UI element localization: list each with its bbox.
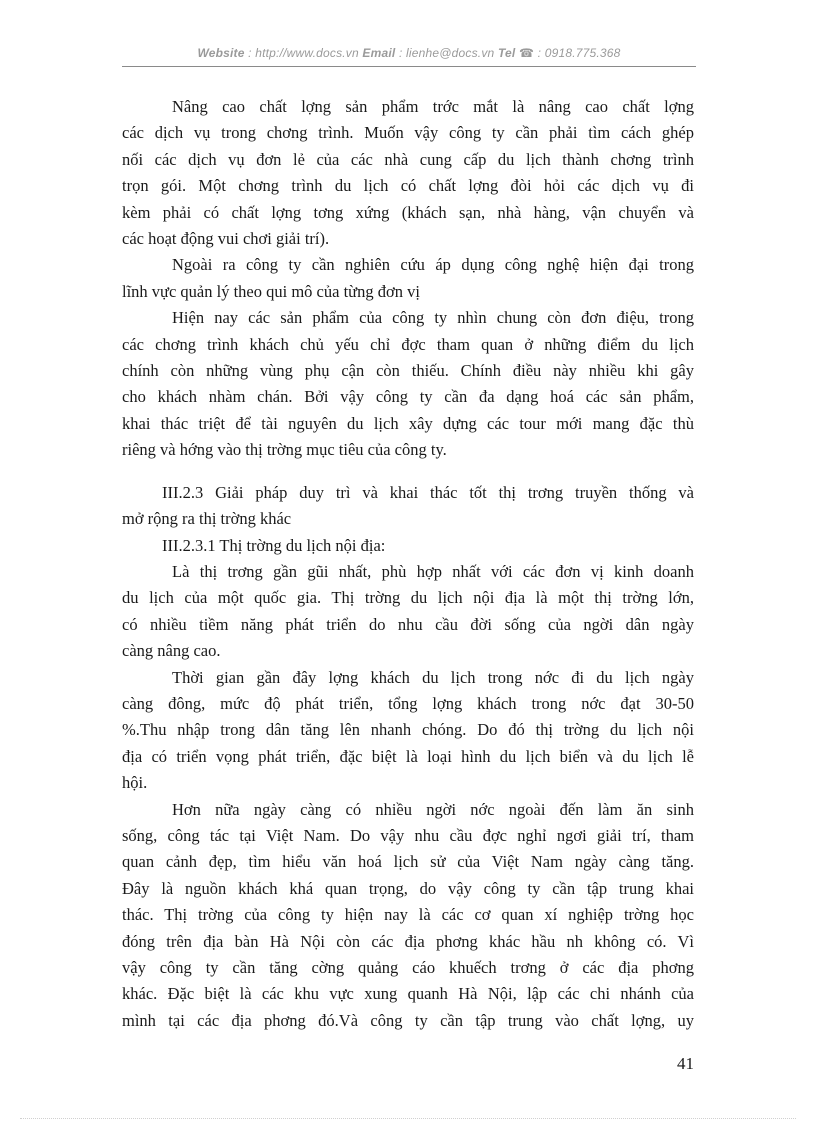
body-line: địa có triển vọng phát triển, đặc biệt là loại hình du lịch biển và du lịch lễ [122,746,694,766]
tel-label: Tel [497,46,516,60]
body-line: khác. Đặc biệt là các khu vực xung quanh Hà Nội, lập các chi nhánh của [122,984,694,1004]
body-line: các dịch vụ trong chơng trình. Muốn vậy công ty cần phải tìm cách ghép [122,123,694,143]
body-line: Nâng cao chất lợng sản phẩm trớc mắt là nâng cao chất lợng [172,97,694,116]
body-line: Hơn nữa ngày càng có nhiều ngời nớc ngoài đến làm ăn sinh [172,799,694,819]
body-line: Đây là nguồn khách khá quan trọng, do vậy công ty cần tập trung khai [122,878,694,898]
page-number: 41 [677,1054,694,1073]
tel-value: ☎ : 0918.775.368 [515,46,621,60]
section-heading: mở rộng ra thị trờng khác [122,509,292,529]
section-heading: III.2.3 Giải pháp duy trì và khai thác tốt thị trơng truyền thống và [162,482,694,502]
body-line: vậy công ty cần tăng cờng quảng cáo khuếch trơng ở các địa phơng [122,958,694,977]
body-line: càng nâng cao. [122,641,221,661]
website-label: Website [197,46,245,60]
body-line: cho khách nhàm chán. Bởi vậy công ty cần đa dạng hoá các sản phẩm, [122,387,694,407]
body-line: khai thác triệt để tài nguyên du lịch xây dựng các tour mới mang đặc thù [122,413,694,433]
body-line: Là thị trơng gần gũi nhất, phù hợp nhất với các đơn vị kinh doanh [172,561,694,581]
body-line: hội. [122,773,148,793]
body-line: Hiện nay các sản phẩm của công ty nhìn chung còn đơn điệu, trong [172,308,694,328]
body-line: chính còn những vùng phụ cận còn thiếu. Chính điều này nhiều khi gây [122,361,694,381]
body-line: thác. Thị trờng của công ty hiện nay là các cơ quan xí nghiệp trờng học [122,905,694,925]
body-line: mình tại các địa phơng đó.Và công ty cần tập trung vào chất lợng, uy [122,1010,694,1030]
body-line: %.Thu nhập trong dân tăng lên nhanh chóng. Do đó thị trờng du lịch nội [122,720,694,740]
body-line: các chơng trình khách chủ yếu chỉ đợc tham quan ở những điểm du lịch [122,334,694,354]
header-divider [122,66,696,67]
document-body [122,94,694,1034]
page-header [122,46,696,60]
page-bottom-border [20,1118,796,1119]
email-label: Email [362,46,396,60]
subsection-heading: III.2.3.1 Thị trờng du lịch nội địa: [162,535,386,555]
body-line: Ngoài ra công ty cần nghiên cứu áp dụng công nghệ hiện đại trong [172,255,694,275]
body-line: nối các dịch vụ đơn lẻ của các nhà cung cấp du lịch thành chơng trình [122,149,694,169]
body-line: càng đông, mức độ phát triển, tổng lợng khách trong nớc đạt 30-50 [122,693,694,713]
website-value: : http://www.docs.vn [244,46,363,60]
body-line: sống, công tác tại Việt Nam. Do vậy nhu cầu đợc nghỉ ngơi giải trí, tham [122,825,694,845]
body-line: đóng trên địa bàn Hà Nội còn các địa phơng khác hầu nh không có. Vì [122,931,694,951]
email-value: : lienhe@docs.vn [395,46,498,60]
body-line: Thời gian gần đây lợng khách du lịch trong nớc đi du lịch ngày [172,667,694,687]
paragraph-gap [122,464,694,480]
body-line: các hoạt động vui chơi giải trí). [122,229,330,249]
body-line: lĩnh vực quản lý theo qui mô của từng đơn vị [122,281,420,301]
body-line: trọn gói. Một chơng trình du lịch có chất lợng đòi hỏi các dịch vụ đi [122,176,694,196]
body-line: du lịch của một quốc gia. Thị trờng du lịch nội địa là một thị trờng lớn, [122,588,694,608]
body-line: quan cảnh đẹp, tìm hiểu văn hoá lịch sử của Việt Nam ngày càng tăng. [122,852,694,872]
body-line: riêng và hớng vào thị trờng mục tiêu của công ty. [122,440,447,460]
body-line: kèm phải có chất lợng tơng xứng (khách sạn, nhà hàng, vận chuyển và [122,202,694,222]
body-line: có nhiều tiềm năng phát triển do nhu cầu đời sống của ngời dân ngày [122,614,694,634]
